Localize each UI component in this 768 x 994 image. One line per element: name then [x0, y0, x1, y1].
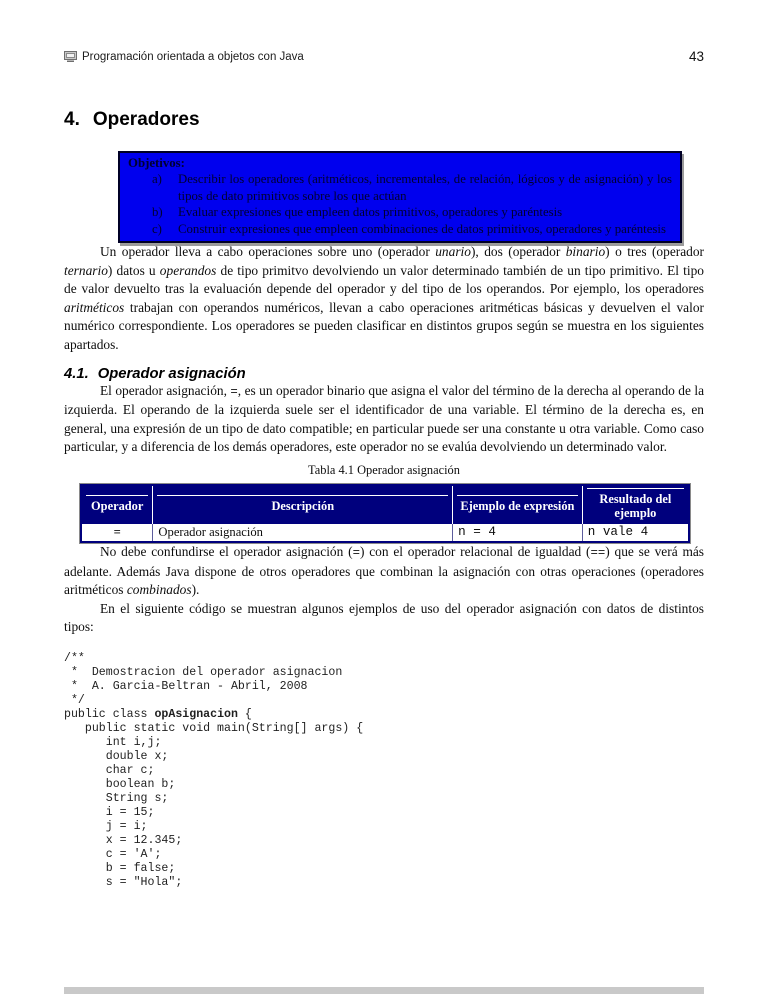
code-line: */: [64, 693, 85, 707]
header-rule: [86, 495, 148, 496]
objective-marker: c): [152, 221, 162, 236]
table-header-cell: [81, 485, 153, 524]
table-caption: Tabla 4.1 Operador asignación: [308, 462, 460, 477]
running-header: [64, 49, 704, 64]
text-segment: En el siguiente código se muestran algunos ejemplos de uso del operador asignación con datos de distintos tipos:: [64, 600, 704, 635]
code-line: * A. Garcia-Beltran - Abril, 2008: [64, 679, 308, 693]
text-segment: ) o tres (operador: [605, 244, 705, 260]
code-line: * Demostracion del operador asignacion: [64, 665, 343, 679]
code-line: int i,j;: [64, 735, 162, 749]
code-line: i = 15;: [64, 805, 155, 819]
header-rule: [157, 495, 448, 496]
objectives-box: [118, 151, 682, 243]
page-number: 43: [688, 49, 704, 64]
code-line: char c;: [64, 763, 155, 777]
text-segment: =: [230, 384, 238, 399]
code-line: x = 12.345;: [64, 833, 183, 847]
code-line: [64, 708, 704, 722]
text-segment: ) con el operador relacional de igualdad (: [359, 543, 591, 559]
code-intro-paragraph: [64, 600, 704, 637]
text-segment: ) que se verá más adelante. Además Java dispone de otros operadores que combinan la asignación con otras operaciones (operadores aritméticos: [64, 543, 705, 598]
table-cell: n vale 4: [582, 524, 689, 542]
note-paragraph: [64, 543, 704, 600]
text-segment: ).: [191, 582, 200, 598]
table-body: [81, 524, 689, 542]
text-segment: public class: [64, 707, 155, 721]
text-segment: {: [237, 707, 252, 721]
page-content: [64, 0, 704, 890]
section-heading: [64, 366, 704, 382]
objective-item: [128, 171, 672, 204]
chapter-title: [64, 109, 704, 131]
text-segment: ), dos (operador: [470, 244, 566, 260]
computer-icon: [64, 51, 77, 62]
objectives-list: [128, 171, 672, 237]
table-header-label: Ejemplo de expresión: [460, 499, 575, 514]
table-header-cell: [582, 485, 689, 524]
text-segment: combinados: [126, 582, 192, 598]
objectives-label: Objetivos:: [128, 156, 185, 170]
header-rule: [587, 488, 684, 489]
section-paragraph: [64, 382, 704, 457]
table-cell: Operador asignación: [153, 524, 453, 542]
text-segment: opAsignacion: [154, 707, 238, 721]
table-row: [81, 524, 689, 542]
objective-text: Evaluar expresiones que empleen datos primitivos, operadores y paréntesis: [178, 205, 563, 220]
code-line: c = 'A';: [64, 847, 162, 861]
table-cell: =: [81, 524, 153, 542]
text-segment: Un operador lleva a cabo operaciones sobre uno (operador: [100, 244, 436, 260]
text-segment: de tipo primitvo devolviendo un valor determinado también de un tipo primitivo. El tipo de valor devuelto tras la evaluación depende del operador y del tipo de los operandos. Por ejemplo, los operadores: [64, 262, 705, 297]
chapter-number: 4.: [64, 109, 80, 130]
objective-item: [128, 204, 672, 220]
table-header-row: [81, 485, 689, 524]
code-line: j = i;: [64, 819, 148, 833]
table-header-cell: [453, 485, 583, 524]
section-number: 4.1.: [64, 365, 89, 382]
code-line: /**: [64, 651, 85, 665]
chapter-title-text: Operadores: [92, 109, 200, 130]
objective-text: Describir los operadores (aritméticos, incrementales, de relación, lógicos y de asignación) y los tipos de dato primitivos sobre los que actúan: [178, 172, 672, 203]
code-line: double x;: [64, 749, 169, 763]
objective-item: [128, 221, 672, 237]
objective-marker: b): [152, 205, 163, 220]
table-header-label: Descripción: [271, 499, 335, 514]
text-segment: , es un operador binario que asigna el valor del término de la derecha al operando de la izquierda. El operando de la izquierda suele ser el identificador de una variable. El término de la derecha es, en general, una expresión de un tipo de dato compatible; en particular puede ser una constante u otra variable. Como caso particular, y a diferencia de los demás operadores, este operador no se evalúa devolviendo un determinado valor.: [64, 382, 705, 455]
text-segment: ternario: [64, 262, 108, 278]
text-segment: ==: [590, 545, 606, 560]
text-segment: El operador asignación,: [100, 382, 231, 398]
code-block: [64, 652, 704, 890]
text-segment: aritméticos: [64, 299, 125, 315]
table-cell: n = 4: [453, 524, 583, 542]
objective-text: Construir expresiones que empleen combinaciones de datos primitivos, operadores y paréntesis: [178, 221, 666, 236]
text-segment: binario: [565, 244, 606, 260]
text-segment: trabajan con operandos numéricos, llevan a cabo operaciones aritméticas básicas y devuelven el valor numérico correspondiente. Los operadores se pueden clasificar en distintos grupos según se muestra en los siguientes apartados.: [64, 299, 704, 352]
code-line: String s;: [64, 791, 169, 805]
code-line: boolean b;: [64, 777, 176, 791]
text-segment: =: [352, 545, 360, 560]
table-header-label: Operador: [91, 499, 144, 514]
text-segment: unario: [435, 244, 471, 260]
header-rule: [457, 495, 578, 496]
header-title: Programación orientada a objetos con Java: [82, 50, 304, 63]
text-segment: operandos: [159, 262, 217, 278]
text-segment: ) datos u: [107, 262, 160, 278]
table-header-label: Resultado del ejemplo: [599, 491, 672, 521]
objective-marker: a): [152, 172, 162, 187]
code-line: public static void main(String[] args) {: [64, 721, 364, 735]
operator-table: [80, 484, 690, 543]
section-heading-text: Operador asignación: [97, 365, 246, 382]
table-header-cell: [153, 485, 453, 524]
code-line: b = false;: [64, 861, 176, 875]
next-block-edge: [64, 987, 704, 994]
text-segment: No debe confundirse el operador asignación (: [100, 543, 353, 559]
intro-paragraph: [64, 243, 704, 355]
code-line: s = "Hola";: [64, 875, 183, 889]
